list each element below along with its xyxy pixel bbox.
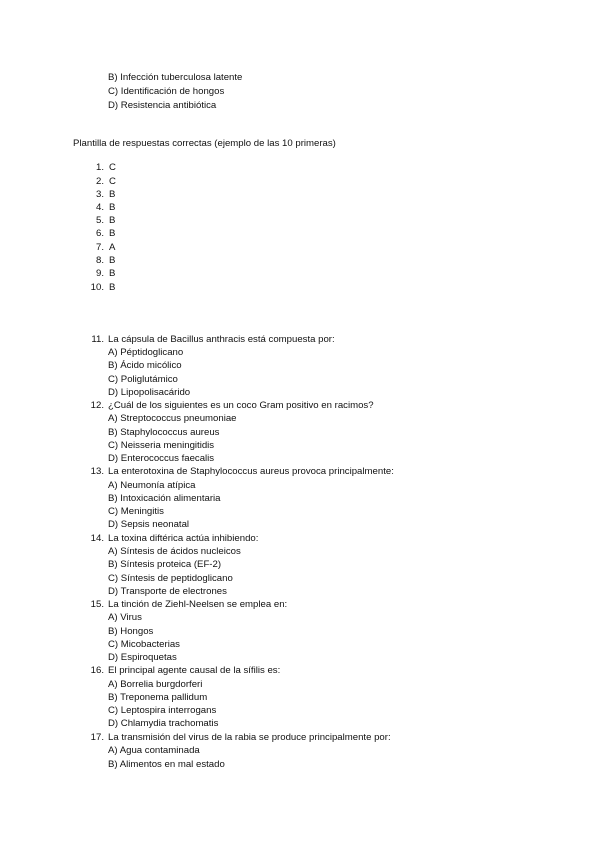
question-option: B) Ácido micólico — [108, 360, 182, 371]
answer-value: C — [109, 176, 116, 187]
question-option: C) Micobacterias — [108, 639, 180, 650]
question-text: La tinción de Ziehl-Neelsen se emplea en: — [108, 599, 288, 610]
answer-number: 10. — [90, 282, 104, 293]
answer-key-heading: Plantilla de respuestas correctas (ejemplo de las 10 primeras) — [73, 138, 336, 149]
question-option: B) Hongos — [108, 626, 154, 637]
question-option: A) Streptococcus pneumoniae — [108, 413, 237, 424]
answer-key-item — [89, 161, 116, 174]
question-number: 14. — [90, 533, 104, 544]
answer-number: 1. — [95, 162, 104, 173]
answer-number: 9. — [95, 268, 104, 279]
question-option: D) Transporte de electrones — [108, 586, 227, 597]
answer-key-item — [89, 214, 116, 227]
answer-value: B — [109, 215, 116, 226]
option-line: D) Resistencia antibiótica — [108, 100, 217, 111]
answer-number: 2. — [95, 176, 104, 187]
answer-number: 6. — [95, 228, 104, 239]
question-stem — [91, 333, 335, 346]
option-line: B) Infección tuberculosa latente — [108, 72, 243, 83]
question-option: B) Alimentos en mal estado — [108, 759, 225, 770]
question-option: D) Espiroquetas — [108, 652, 177, 663]
answer-number: 3. — [95, 189, 104, 200]
question-option: D) Enterococcus faecalis — [108, 453, 215, 464]
question-option: A) Péptidoglicano — [108, 347, 184, 358]
question-text: La enterotoxina de Staphylococcus aureus provoca principalmente: — [108, 466, 394, 477]
question-option: A) Síntesis de ácidos nucleicos — [108, 546, 241, 557]
question-text: El principal agente causal de la sífilis es: — [108, 665, 281, 676]
question-option: B) Staphylococcus aureus — [108, 427, 220, 438]
question-stem — [90, 465, 394, 478]
question-text: La cápsula de Bacillus anthracis está compuesta por: — [108, 334, 335, 345]
answer-value: C — [109, 162, 116, 173]
answer-key-item — [89, 281, 116, 294]
question-stem — [90, 664, 281, 677]
question-number: 15. — [90, 599, 104, 610]
question-text: La toxina diftérica actúa inhibiendo: — [108, 533, 259, 544]
answer-number: 7. — [95, 242, 104, 253]
answer-key-item — [89, 241, 116, 254]
answer-key-item — [89, 267, 116, 280]
question-option: A) Borrelia burgdorferi — [108, 679, 203, 690]
answer-number: 4. — [95, 202, 104, 213]
answer-number: 5. — [95, 215, 104, 226]
question-stem — [90, 532, 259, 545]
answer-key-item — [89, 254, 116, 267]
question-number: 16. — [90, 665, 104, 676]
question-number: 12. — [90, 400, 104, 411]
option-line: C) Identificación de hongos — [108, 86, 225, 97]
question-option: B) Treponema pallidum — [108, 692, 208, 703]
question-stem — [90, 598, 288, 611]
answer-value: B — [109, 189, 116, 200]
answer-value: B — [109, 228, 116, 239]
answer-value: B — [109, 282, 116, 293]
question-option: A) Virus — [108, 612, 142, 623]
question-option: B) Intoxicación alimentaria — [108, 493, 221, 504]
answer-key-item — [89, 188, 116, 201]
question-option: C) Síntesis de peptidoglicano — [108, 573, 233, 584]
question-option: D) Sepsis neonatal — [108, 519, 190, 530]
question-option: C) Leptospira interrogans — [108, 705, 217, 716]
answer-key-item — [89, 227, 116, 240]
answer-value: B — [109, 268, 116, 279]
question-text: La transmisión del virus de la rabia se produce principalmente por: — [108, 732, 391, 743]
question-option: D) Lipopolisacárido — [108, 387, 191, 398]
question-number: 13. — [90, 466, 104, 477]
question-option: C) Neisseria meningitidis — [108, 440, 215, 451]
answer-value: B — [109, 255, 116, 266]
answer-key-item — [89, 201, 116, 214]
question-number: 11. — [91, 334, 104, 345]
question-text: ¿Cuál de los siguientes es un coco Gram positivo en racimos? — [108, 400, 374, 411]
question-option: C) Poliglutámico — [108, 374, 178, 385]
question-number: 17. — [90, 732, 104, 743]
question-stem — [90, 731, 391, 744]
question-option: D) Chlamydia trachomatis — [108, 718, 219, 729]
answer-number: 8. — [95, 255, 104, 266]
answer-value: A — [109, 242, 116, 253]
question-option: B) Síntesis proteica (EF-2) — [108, 559, 222, 570]
question-option: A) Agua contaminada — [108, 745, 200, 756]
question-option: A) Neumonía atípica — [108, 480, 196, 491]
question-stem — [90, 399, 374, 412]
question-option: C) Meningitis — [108, 506, 164, 517]
answer-value: B — [109, 202, 116, 213]
answer-key-item — [89, 175, 116, 188]
